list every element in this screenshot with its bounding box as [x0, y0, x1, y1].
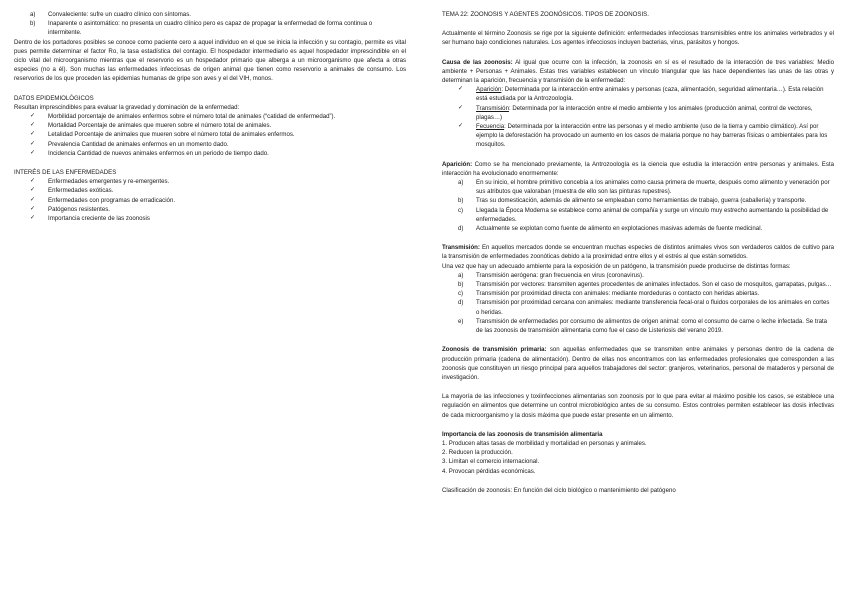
checkmark-icon: ✓	[458, 123, 464, 130]
list-item-text: Transmisión de enfermedades por consumo de alimentos de origen animal: como el consumo de carne o leche infectada. Se trata de las zoonosis de transmisión alimentaria como fue el caso de Listeriosis del verano 2019.	[476, 317, 828, 335]
list-item-text: Letalidad Porcentaje de animales que mueren sobre el número total de animales enfermos.	[48, 131, 295, 139]
list-marker: b)	[458, 281, 464, 289]
term: Aparición	[476, 86, 502, 94]
list-item	[442, 85, 834, 103]
checkmark-icon: ✓	[30, 178, 36, 185]
list-item-text: Convaleciente: sufre un cuadro clínico con síntomas.	[48, 11, 191, 18]
list-item-text: Tras su domesticación, además de alimento se empleaban como herramientas de trabajo, guerra (caballería) y transporte.	[476, 197, 807, 205]
section-title-interes: INTERÉS DE LAS ENFERMEDADES	[14, 169, 117, 177]
list-item-text: Patógenos resistentes.	[48, 205, 110, 213]
list-item-text: En su inicio, el hombre primitivo concebía a los animales como causa primera de muerte, después como alimento y veneración por sus atributos que valoraban (muestra de ello son las pinturas rupestres).	[476, 179, 830, 196]
list-item-text: Prevalencia Cantidad de animales enfermos en un momento dado.	[48, 140, 229, 148]
spacer	[442, 150, 834, 160]
list-item-text: Enfermedades con programas de erradicación.	[48, 196, 176, 204]
checkmark-icon: ✓	[30, 131, 36, 138]
primaria-text: son aquellas enfermedades que se transmiten entre animales y personas dentro de la cadena de producción primaria (cadena de alimentación). Dentro de ellas nos encontramos con las enfermedades profesionales que corresponden a las zoonosis que constituyen un riesgo principal para aquellos trabajadores del sector: granjeros, veterinarios, personal de mataderos y personal de investigación.	[442, 346, 834, 381]
list-item	[14, 205, 406, 214]
list-item	[442, 298, 834, 316]
spacer	[442, 19, 834, 29]
spacer	[14, 84, 406, 94]
aparicion-text: Como se ha mencionado previamente, la Antrozoología es la ciencia que estudia la interacción entre personas y animales. Esta interacción ha evolucionado enormemente:	[442, 160, 834, 177]
list-item	[14, 140, 406, 149]
datos-intro: Resultan imprescindibles para evaluar la gravedad y dominación de la enfermedad:	[14, 103, 240, 111]
list-marker: b)	[458, 197, 464, 205]
list-marker: a)	[30, 11, 36, 18]
list-item	[442, 104, 834, 122]
list-item-text: Inaparente o asintomático: no presenta un cuadro clínico pero es capaz de propagar la enfermedad de forma continua o intermitente.	[48, 20, 373, 37]
list-item	[14, 130, 406, 139]
transmision-paragraph	[442, 243, 834, 261]
importancia-item: 2. Reducen la producción.	[442, 449, 513, 457]
left-column	[14, 10, 406, 223]
list-item	[14, 19, 406, 37]
list-item	[442, 224, 834, 233]
list-item	[14, 10, 406, 19]
checkmark-icon: ✓	[30, 149, 36, 156]
list-item	[14, 196, 406, 205]
list-item	[442, 289, 834, 298]
list-item	[14, 112, 406, 121]
list-item-text: : Determinada por la interacción entre animales y personas (caza, alimentación, seguridad alimentaria…). Esta relación está estudiada por la Antrozoología.	[476, 86, 824, 103]
transmision-label: Transmisión:	[442, 244, 480, 252]
carrier-type-list	[14, 10, 406, 38]
checkmark-icon: ✓	[30, 122, 36, 129]
list-item	[442, 280, 834, 289]
list-item-text: Transmisión por proximidad cercana con animales: mediante transferencia fecal-oral o fluidos corporales de los animales en cortes o heridas.	[476, 299, 830, 316]
intro-paragraph: Actualmente el término Zoonosis se rige por la siguiente definición: enfermedades infecciosas transmisibles entre los animales vertebrados y el ser humano bajo condiciones naturales. Los agentes infecciosos incluyen bacterias, virus, parásitos y hongos.	[442, 30, 834, 47]
list-marker: b)	[30, 20, 36, 28]
paragraph-hosts: Dentro de los portadores posibles se conoce como paciente cero a aquel individuo en el que se inicia la infección y su contagio, permite es vital pues permite determinar el factor Ro, la tasa estadística del contagio. El hospedador intermediario es aquel hospedador imprescindible en el ciclo vital del microorganismo mientras que el reservorio es un hospedador primario que alberga a un microorganismo que afecta a otras especies (no a él). Son muchas las enfermedades infecciosas de origen animal que tienen como reservorio a animales de consumo. Los reservorios de los que proceden las epidemias humanas de gripe son aves y el del VIH, monos.	[14, 38, 406, 83]
causa-paragraph	[442, 58, 834, 86]
clasificacion-line: Clasificación de zoonosis: En función del ciclo biológico o mantenimiento del patógeno	[442, 486, 676, 494]
list-item-text: Enfermedades emergentes y re-emergentes.	[48, 178, 170, 186]
list-item-text: Transmisión por vectores: transmiten agentes procedentes de animales infectados. Son el caso de mosquitos, garrapatas, pulgas…	[476, 281, 832, 289]
spacer	[14, 158, 406, 168]
list-item-text: Importancia creciente de las zoonosis	[48, 215, 150, 223]
checkmark-icon: ✓	[30, 187, 36, 194]
list-item	[442, 206, 834, 224]
checkmark-icon: ✓	[30, 113, 36, 120]
list-marker: e)	[458, 317, 464, 325]
transmision-text: En aquellos mercados donde se encuentran muchas especies de distintos animales vivos son verdaderos caldos de cultivo para la transmisión de enfermedades zoonóticas debido a la proximidad entre ellos y el estrés al que están sometidos.	[442, 244, 834, 261]
importancia-item: 1. Producen altas tasas de morbilidad y mortalidad en personas y animales.	[442, 439, 647, 447]
interes-list	[14, 177, 406, 223]
list-item-text: Incidencia Cantidad de nuevos animales enfermos en un periodo de tiempo dado.	[48, 149, 269, 157]
list-item-text: : Determinada por la interacción entre las personas y el medio ambiente (uso de la tierra y cambio climático). Así por ejemplo la deforestación ha provocado un aumento en los casos de malaria porque no hay barreras físicas o ambientales para los mosquitos.	[476, 123, 828, 149]
datos-list	[14, 112, 406, 158]
list-item-text: Transmisión aerógena: gran frecuencia en virus (coronavirus).	[476, 271, 644, 279]
list-marker: c)	[458, 206, 464, 214]
list-marker: a)	[458, 271, 464, 279]
list-marker: d)	[458, 225, 464, 233]
primaria-paragraph	[442, 345, 834, 382]
checkmark-icon: ✓	[30, 196, 36, 203]
page-title: TEMA 22: ZOONOSIS Y AGENTES ZOONÓSICOS. TIPOS DE ZOONOSIS.	[442, 11, 649, 18]
spacer	[442, 476, 834, 486]
list-marker: c)	[458, 290, 464, 298]
list-item	[14, 177, 406, 186]
checkmark-icon: ✓	[458, 104, 464, 111]
list-item-text: Morbilidad porcentaje de animales enfermos sobre el número total de animales (“catidad de enfermedad”).	[48, 113, 336, 121]
right-column	[442, 10, 834, 495]
term: Fecuencia	[476, 123, 505, 131]
checkmark-icon: ✓	[30, 205, 36, 212]
primaria-label: Zoonosis de transmisión primaria:	[442, 346, 547, 354]
spacer	[442, 335, 834, 345]
list-item-text: Mortalidad Porcentaje de animales que mueren sobre el número total de animales.	[48, 122, 272, 130]
list-marker: d)	[458, 299, 464, 307]
spacer	[442, 233, 834, 243]
checkmark-icon: ✓	[458, 86, 464, 93]
list-item	[14, 214, 406, 223]
aparicion-paragraph	[442, 160, 834, 178]
list-item	[442, 271, 834, 280]
list-item-text: Transmisión por proximidad directa con animales: mediante mordeduras o contacto con heridas abiertas.	[476, 290, 760, 298]
aparicion-list	[442, 178, 834, 233]
list-item	[442, 178, 834, 196]
spacer	[442, 48, 834, 58]
list-item	[442, 196, 834, 205]
importancia-item: 4. Provocan pérdidas económicas.	[442, 467, 536, 475]
transmision-paragraph-2: Una vez que hay un adecuado ambiente para la exposición de un patógeno, la transmisión puede producirse de distintas formas:	[442, 262, 791, 270]
list-item	[14, 186, 406, 195]
checkmark-icon: ✓	[30, 140, 36, 147]
spacer	[442, 420, 834, 430]
list-marker: a)	[458, 179, 464, 187]
causa-list	[442, 85, 834, 149]
checkmark-icon: ✓	[30, 215, 36, 222]
mayoria-paragraph: La mayoría de las infecciones y toxiinfecciones alimentarias son zoonosis por lo que para evitar al máximo posible los casos, se establece una regulación en alimentos que determine un control microbiológico antes de su consumo. Estos controles permiten establecer las dosis infectivas de cada microorganismo y la dosis máxima que puede estar presente en un alimento.	[442, 393, 834, 419]
importancia-title: Importancia de las zoonosis de transmisión alimentaria	[442, 430, 603, 438]
list-item	[14, 121, 406, 130]
list-item	[442, 122, 834, 150]
list-item-text: : Determinada por la interacción entre el medio ambiente y los animales (producción animal, control de vectores, plagas…)	[476, 104, 813, 121]
aparicion-label: Aparición:	[442, 160, 473, 168]
causa-label: Causa de las zoonosis:	[442, 58, 513, 66]
term: Transmisión	[476, 104, 509, 112]
section-title-datos: DATOS EPIDEMIOLÓGICOS	[14, 94, 94, 102]
list-item	[14, 149, 406, 158]
list-item-text: Llegada la Época Moderna se establece como animal de compañía y surge un vínculo muy estrecho aumentando la posibilidad de enfermedades.	[476, 206, 829, 223]
transmision-list	[442, 271, 834, 335]
list-item	[442, 317, 834, 335]
causa-text: Al igual que ocurre con la infección, la zoonosis en sí es el resultado de la interacción de tres variables: Medio ambiente + Personas + Animales. Estas tres variables establecen un vínculo triangular que las hace dependientes las unas de las otras y determinan la aparición, frecuencia y transmisión de la enfermedad:	[442, 58, 834, 85]
importancia-item: 3. Limitan el comercio internacional.	[442, 458, 540, 466]
spacer	[442, 382, 834, 392]
list-item-text: Enfermedades exóticas.	[48, 187, 114, 195]
list-item-text: Actualmente se explotan como fuente de alimento en explotaciones masivas además de fuente medicinal.	[476, 225, 763, 233]
